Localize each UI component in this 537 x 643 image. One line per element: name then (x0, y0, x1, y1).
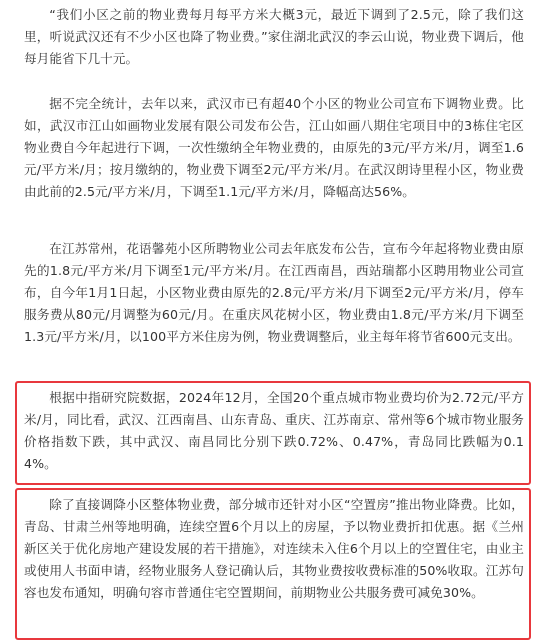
paragraph-resident-quote: “我们小区之前的物业费每月每平方米大概3元，最近下调到了2.5元，除了我们这里，听说武汉还有不少小区也降了物业费。”家住湖北武汉的李云山说，物业费下调后，他每月能省下几十元。 (24, 7, 524, 66)
paragraph-vacant-housing: 除了直接调降小区整体物业费，部分城市还针对小区“空置房”推出物业降费。比如，青岛、甘肃兰州等地明确，连续空置6个月以上的房屋，予以物业费折扣优惠。据《兰州新区关于优化房地产建设发展的若干措施》，对连续未入住6个月以上的空置住宅，由业主或使用人书面申请，经物业服务人登记确认后，其物业费按收费标准的50%收取。江苏句容也发布通知，明确句容市普通住宅空置期间，前期物业公共服务费可减免30%。 (24, 497, 524, 600)
paragraph-wuhan-stats: 据不完全统计，去年以来，武汉市已有超40个小区的物业公司宣布下调物业费。比如，武汉市江山如画物业发展有限公司发布公告，江山如画八期住宅项目中的3栋住宅区物业费自今年起进行下调，一次性缴纳全年物业费的，由原先的3元/平方米/月，调至1.6元/平方米/月；按月缴纳的，物业费下调至2元/平方米/月。在武汉朗诗里程小区，物业费由此前的2.5元/平方米/月，下调至1.1元/平方米/月，降幅高达56%。 (24, 96, 524, 199)
paragraph-changzhou-nanchang: 在江苏常州，花语馨苑小区所聘物业公司去年底发布公告，宣布今年起将物业费由原先的1.8元/平方米/月下调至1元/平方米/月。在江西南昌，西站瑞都小区聘用物业公司宣布，自今年1月1日起，小区物业费由原先的2.8元/平方米/月下调至2元/平方米/月，停车服务费从80元/月调整为60元/月。在重庆风花树小区，物业费由1.8元/平方米/月下调至1.3元/平方米/月，以100平方米住房为例，物业费调整后，业主每年将节省600元支出。 (24, 241, 524, 344)
paragraph-index-data: 根据中指研究院数据，2024年12月，全国20个重点城市物业费均价为2.72元/平方米/月，同比看，武汉、江西南昌、山东青岛、重庆、江苏南京、常州等6个城市物业服务价格指数下跌，其中武汉、南昌同比分别下跌0.72%、0.47%，青岛同比跌幅为0.14%。 (24, 390, 524, 471)
